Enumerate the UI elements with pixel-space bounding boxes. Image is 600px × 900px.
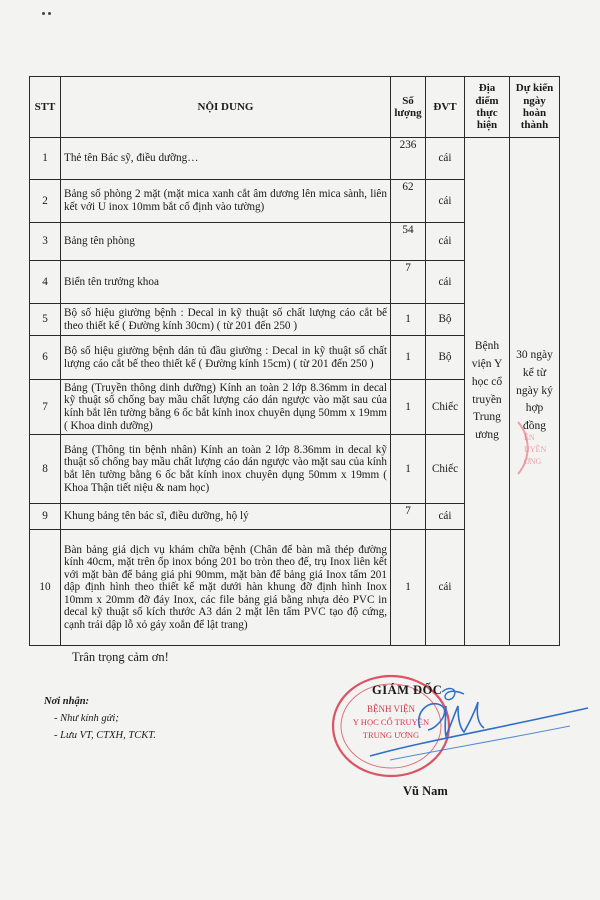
row-content: Bàn bảng giá dịch vụ khám chữa bệnh (Chân để bàn mã thép đường kính 40cm, mặt trên ốp inox bóng 201 bo tròn theo đế, trụ Inox liên kết với mặt bàn để bảng giá phi 90mm, mặt bàn để bảng giá Inox tấm 201 dập định hình theo thiết kế mặt dưới hàn khung đỡ định hình Inox 10mm x 20mm đỡ đáy Inox, các file bảng giá bằng nhựa dẻo PVC in decal kỹ thuật số kích thước A3 dán 2 mặt lên tấm PVC tạo độ cứng, cạnh trái dập lỗ xỏ gáy xoắn để lật trang) (61, 530, 391, 646)
recipients-block (44, 694, 156, 744)
svg-text:UYỀN: UYỀN (524, 445, 547, 454)
scan-speck (42, 12, 45, 15)
header-qty: Số lượng (391, 77, 426, 138)
recipients-heading: Nơi nhận: (44, 696, 90, 707)
seal-bleed-through (512, 418, 576, 478)
row-qty: 62 (391, 180, 426, 223)
row-content: Thẻ tên Bác sỹ, điều dưỡng… (61, 138, 391, 180)
row-stt: 10 (30, 530, 61, 646)
header-stt: STT (30, 77, 61, 138)
seal-line-3: TRUNG ƯƠNG (362, 730, 420, 740)
row-content: Bảng tên phòng (61, 223, 391, 261)
row-unit: cái (426, 261, 465, 304)
header-unit: ĐVT (426, 77, 465, 138)
completion-time-cell: 30 ngày kể từ ngày ký hợp đồng (510, 138, 560, 646)
row-unit: cái (426, 138, 465, 180)
row-qty: 7 (391, 261, 426, 304)
row-qty: 1 (391, 304, 426, 336)
row-qty: 54 (391, 223, 426, 261)
items-table (29, 76, 560, 646)
row-unit: cái (426, 180, 465, 223)
row-unit: cái (426, 504, 465, 530)
row-qty: 1 (391, 380, 426, 435)
row-qty: 1 (391, 435, 426, 504)
handwritten-signature (330, 684, 592, 764)
row-stt: 7 (30, 380, 61, 435)
row-unit: cái (426, 223, 465, 261)
row-content: Bộ số hiệu giường bệnh : Decal in kỹ thuật số chất lượng cáo cắt bế theo thiết kế ( Đường kính 30cm) ( từ 201 đến 250 ) (61, 304, 391, 336)
row-stt: 9 (30, 504, 61, 530)
row-stt: 4 (30, 261, 61, 304)
row-unit: cái (426, 530, 465, 646)
table-header-row (30, 77, 560, 138)
scan-speck (48, 12, 51, 15)
row-stt: 6 (30, 336, 61, 380)
row-unit: Bộ (426, 304, 465, 336)
seal-line-2: Y HỌC CỔ TRUYỀN (352, 717, 430, 727)
row-content: Khung bảng tên bác sĩ, điều dưỡng, hộ lý (61, 504, 391, 530)
header-time: Dự kiến ngày hoàn thành (510, 77, 560, 138)
row-content: Bộ số hiệu giường bệnh dán tủ đầu giường : Decal in kỹ thuật số chất lượng cáo cắt bế theo thiết kế ( Đường kính 15cm) ( từ 201 đến 250 ) (61, 336, 391, 380)
row-stt: 2 (30, 180, 61, 223)
signer-name: Vũ Nam (403, 784, 448, 798)
header-place: Địa điểm thực hiện (465, 77, 510, 138)
place-cell: Bệnh viện Y học cổ truyền Trung ương (465, 138, 510, 646)
row-qty: 236 (391, 138, 426, 180)
row-stt: 1 (30, 138, 61, 180)
svg-text:ƠNG: ƠNG (524, 457, 542, 466)
row-unit: Bộ (426, 336, 465, 380)
row-content: Bảng (Truyền thông dinh dưỡng) Kính an toàn 2 lớp 8.36mm in decal kỹ thuật số chống bay mầu chất lượng cáo dán ngược vào mặt sau của kính bắt lên tường bằng 6 ốc bắt kính inox chuyên dụng 50mm x 19mm ( Khoa dinh dưỡng) (61, 380, 391, 435)
seal-line-1: BỆNH VIỆN (366, 704, 416, 714)
row-stt: 8 (30, 435, 61, 504)
row-qty: 7 (391, 504, 426, 530)
header-content: NỘI DUNG (61, 77, 391, 138)
row-stt: 3 (30, 223, 61, 261)
table-row (30, 138, 560, 180)
row-content: Biển tên trưởng khoa (61, 261, 391, 304)
row-unit: Chiếc (426, 435, 465, 504)
row-content: Bảng số phòng 2 mặt (mặt mica xanh cắt âm dương lên mica sành, liên kết với U inox 10mm bắt cố định vào tường) (61, 180, 391, 223)
recipient-item: - Như kính gửi; (54, 712, 119, 724)
director-title: GIÁM ĐỐC (372, 683, 443, 697)
closing-text: Trân trọng cảm ơn! (72, 650, 169, 664)
svg-text:ỆN: ỆN (524, 433, 535, 442)
recipient-item: - Lưu VT, CTXH, TCKT. (54, 729, 156, 741)
row-qty: 1 (391, 530, 426, 646)
row-stt: 5 (30, 304, 61, 336)
row-qty: 1 (391, 336, 426, 380)
row-content: Bảng (Thông tin bệnh nhân) Kính an toàn 2 lớp 8.36mm in decal kỹ thuật số chống bay mầu chất lượng cáo dán ngược vào mặt sau của kính bắt lên tường bằng 6 ốc bắt kính inox chuyên dụng 50mm x 19mm ( Khoa Thận tiết niệu & nam học) (61, 435, 391, 504)
row-unit: Chiếc (426, 380, 465, 435)
